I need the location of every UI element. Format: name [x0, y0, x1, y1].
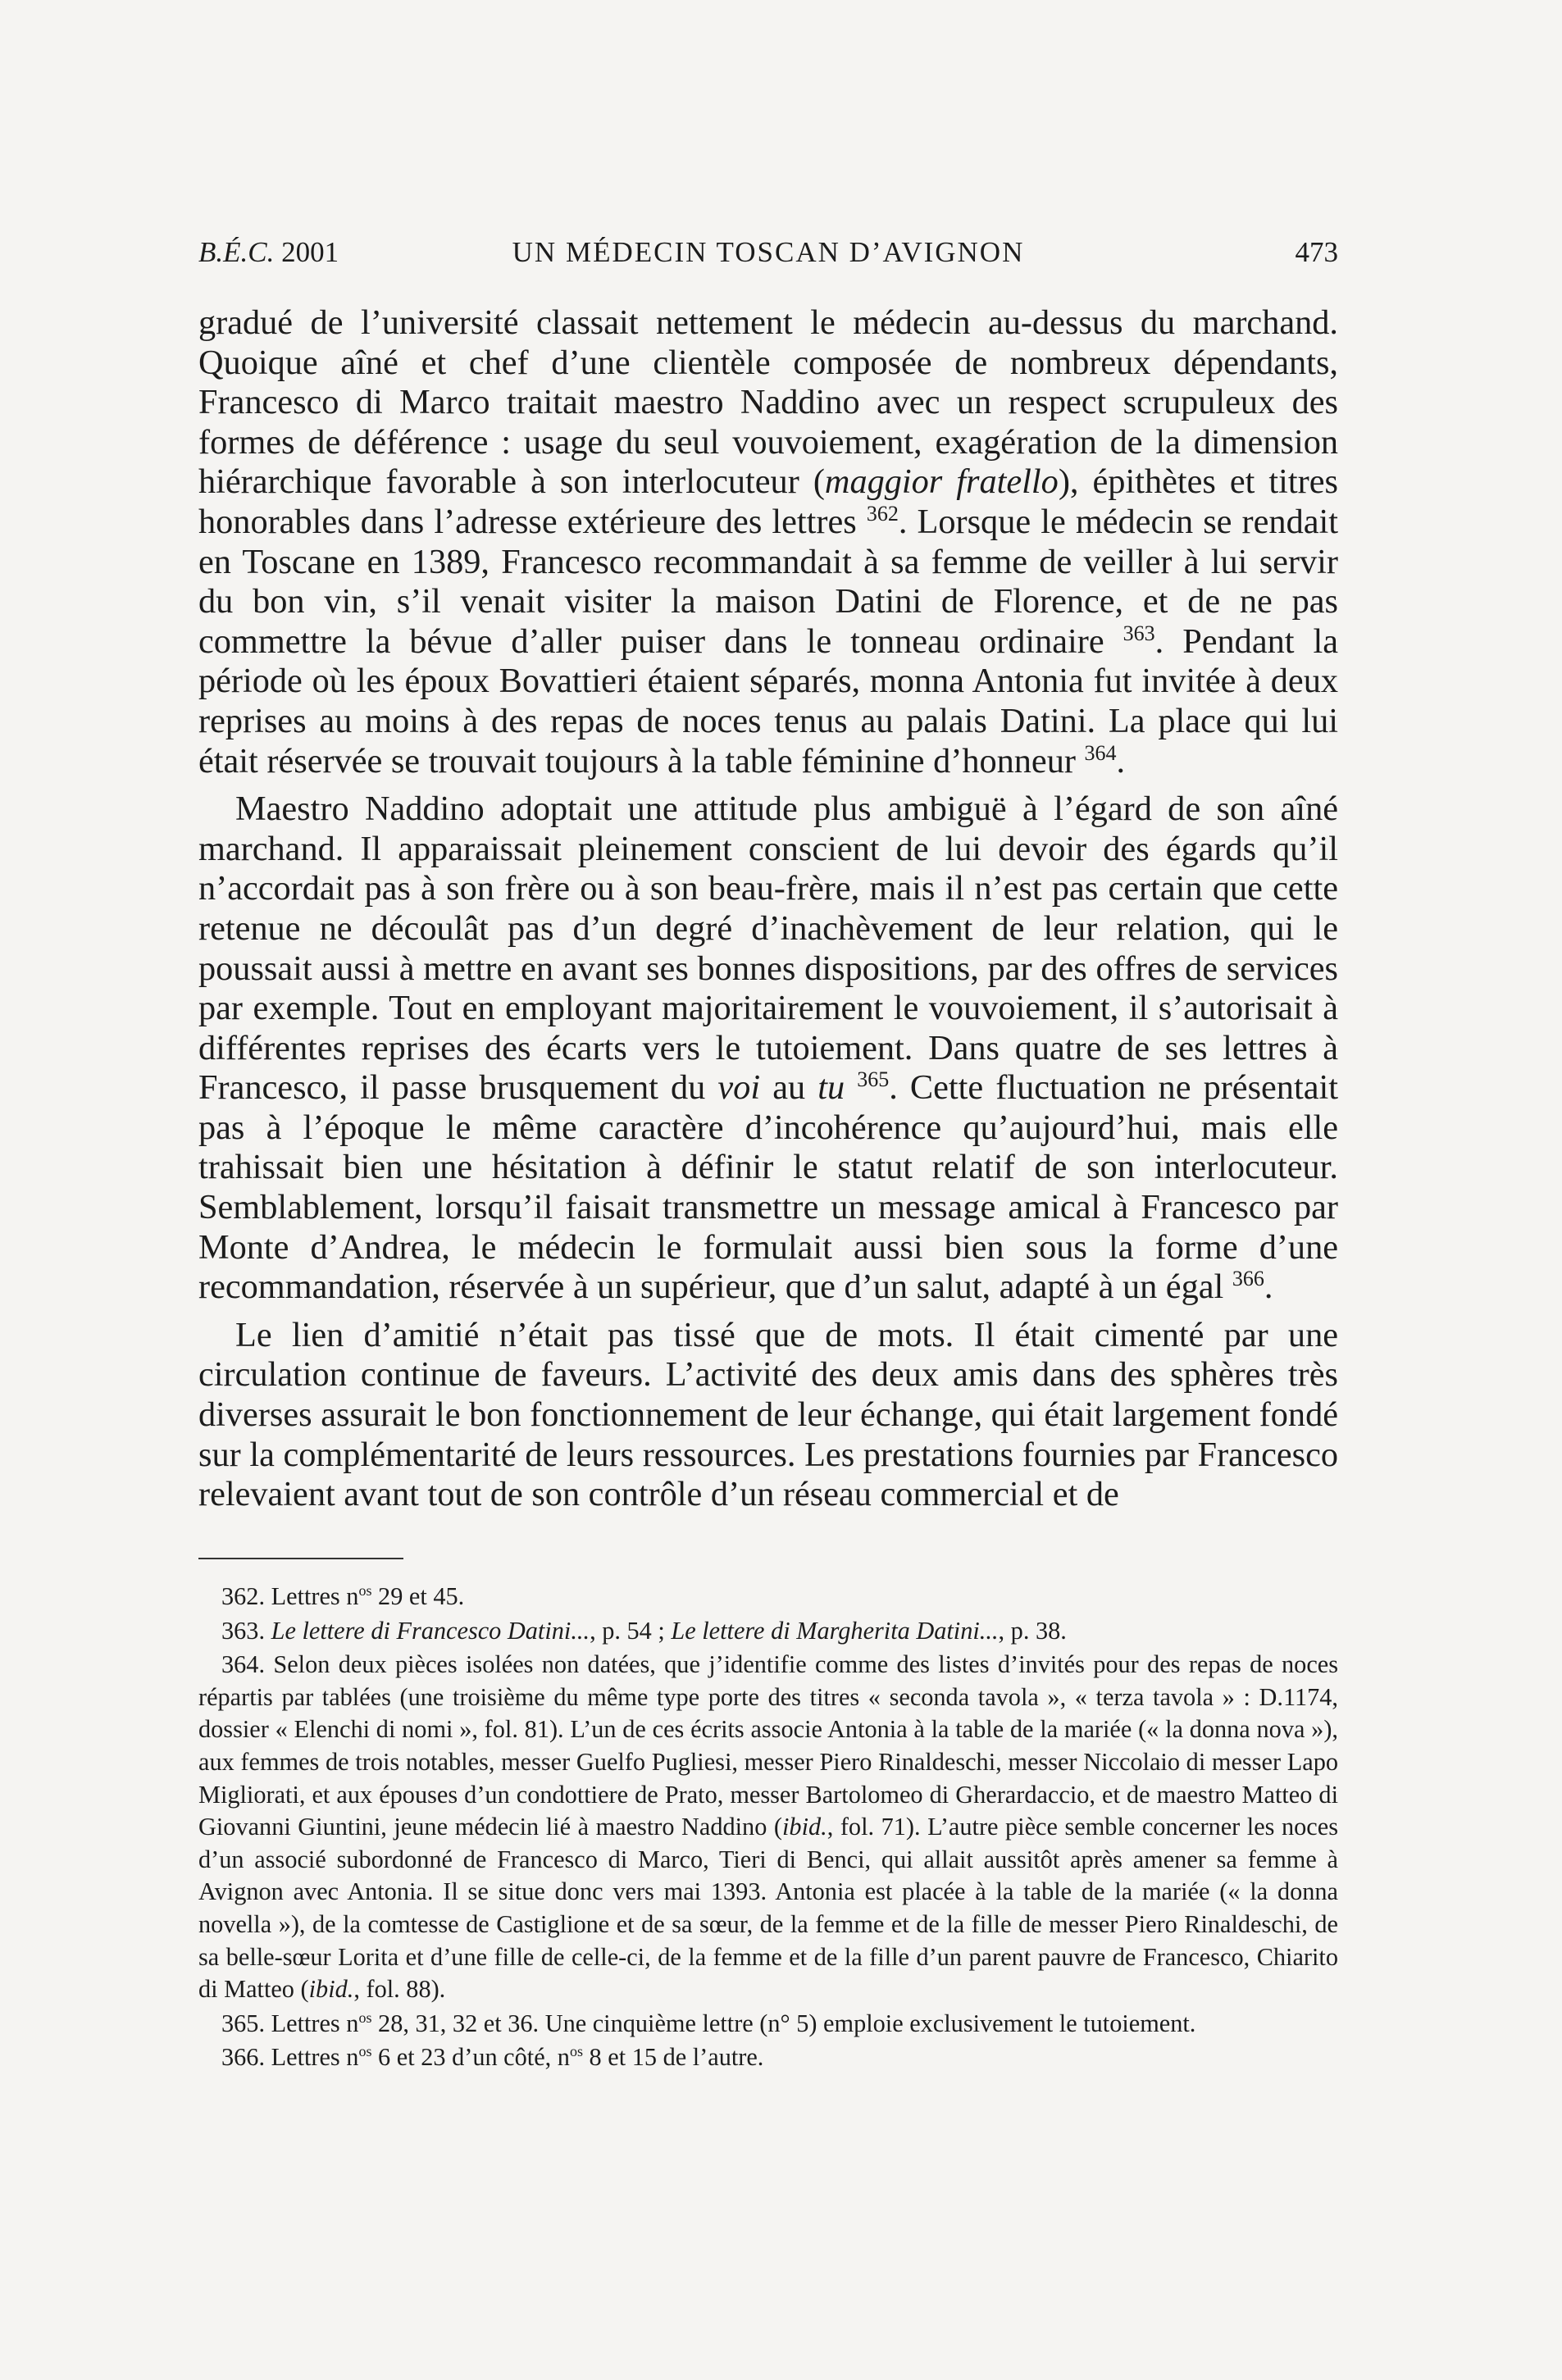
text-run: 28, 31, 32 et 36. Une cinquième lettre (n° 5) emploie exclusivement le tutoiement.: [371, 2009, 1196, 2037]
text-run: . Pendant la période où les époux Bovattieri étaient séparés, monna Antonia fut invitée à deux reprises au moins à des repas de noces tenus au palais Datini. La place qui lui était réservée se trouvait toujours à la table féminine d’honneur: [198, 621, 1339, 780]
italic-run: ibid.: [308, 1975, 354, 2004]
footnote-number: 364.: [221, 1650, 266, 1679]
footnote-number: 363.: [221, 1616, 266, 1645]
text-run: . Lorsque le médecin se rendait en Toscane en 1389, Francesco recommandait à sa femme de veiller à lui servir du bon vin, s’il venait visiter la maison Datini de Florence, et de ne pas commettre la bévue d’aller puiser dans le tonneau ordinaire: [198, 502, 1338, 661]
text-run: ), épithètes et titres honorables dans l’adresse extérieure des lettres: [198, 462, 1339, 541]
footnote-364: [198, 1649, 1338, 2006]
text-run: Lettres n: [271, 1582, 359, 1610]
footnote-365: [198, 2008, 1338, 2041]
paragraph-2: [198, 790, 1338, 1308]
footnote-number: 362.: [221, 1582, 266, 1610]
text-run: , fol. 88).: [353, 1975, 446, 2004]
text-run: , p. 54 ;: [590, 1616, 672, 1645]
running-header: [198, 236, 1338, 277]
superscript: os: [358, 2009, 372, 2026]
page-number: 473: [1295, 236, 1338, 268]
footnote-366: [198, 2041, 1338, 2074]
footnotes: [198, 1581, 1338, 2076]
footnote-362: [198, 1581, 1338, 1613]
text-run: Lettres n: [271, 2043, 359, 2072]
text-run: .: [1264, 1267, 1273, 1307]
superscript: os: [358, 2043, 372, 2060]
text-run: , p. 38.: [998, 1616, 1067, 1645]
text-run: . Cette fluctuation ne présentait pas à l’époque le même caractère d’incohérence qu’aujourd’hui, mais elle trahissait bien une hésitation à définir le statut relatif de son interlocuteur. Semblablement, lorsqu’il faisait transmettre un message amical à Francesco par Monte d’Andrea, le médecin le formulait aussi bien sous la forme d’une recommandation, réservée à un supérieur, que d’un salut, adapté à un égal: [198, 1068, 1338, 1307]
paragraph-1: [198, 303, 1338, 781]
text-run: Selon deux pièces isolées non datées, que j’identifie comme des listes d’invités pour des repas de noces répartis par tablées (une troisième du même type porte des titres « seconda tavola », « terza tavola » : D.1174, dossier « Elenchi di nomi », fol. 81). L’un de ces écrits associe Antonia à la table de la mariée (« la donna nova »), aux femmes de trois notables, messer Guelfo Pugliesi, messer Piero Rinaldeschi, messer Niccolaio di messer Lapo Migliorati, et aux épouses d’un condottiere de Prato, messer Bartolomeo di Gherardaccio, et de maestro Matteo di Giovanni Giuntini, jeune médecin lié à maestro Naddino (: [198, 1650, 1339, 1841]
text-run: , fol. 71). L’autre pièce semble concerner les noces d’un associé subordonné de Francesco di Marco, Tieri di Benci, qui allait aussitôt après amener sa femme à Avignon avec Antonia. Il se situe donc vers mai 1393. Antonia est placée à la table de la mariée (« la donna novella »), de la comtesse de Castiglione et de sa sœur, de la femme et de la fille de messer Piero Rinaldeschi, de sa belle-sœur Lorita et d’une fille de celle-ci, de la femme et de la fille d’un parent pauvre de Francesco, Chiarito di Matteo (: [198, 1813, 1338, 2004]
footnote-ref[interactable]: 364: [1084, 740, 1117, 765]
footnote-number: 366.: [221, 2043, 266, 2072]
italic-run: maggior fratello: [824, 462, 1059, 502]
text-run: gradué de l’université classait nettement le médecin au-dessus du marchand. Quoique aîné et chef d’une clientèle composée de nombreux dépendants, Francesco di Marco traitait maestro Naddino avec un respect scrupuleux des formes de déférence : usage du seul vouvoiement, exagération de la dimension hiérarchique favorable à son interlocuteur (: [198, 303, 1338, 502]
footnote-ref[interactable]: 366: [1232, 1267, 1264, 1291]
text-run: 8 et 15 de l’autre.: [582, 2043, 764, 2072]
italic-run: Le lettere di Margherita Datini...: [671, 1616, 999, 1645]
text-run: Lettres n: [271, 2009, 359, 2037]
italic-run: Le lettere di Francesco Datini...: [271, 1616, 590, 1645]
footnote-363: [198, 1615, 1338, 1648]
text-run: .: [1116, 741, 1126, 780]
running-title: UN MÉDECIN TOSCAN D’AVIGNON: [512, 236, 1025, 268]
text-run: 6 et 23 d’un côté, n: [371, 2043, 570, 2072]
text-run: au: [760, 1068, 818, 1108]
text-run: Maestro Naddino adoptait une attitude plus ambiguë à l’égard de son aîné marchand. Il apparaissait pleinement conscient de lui devoir des égards qu’il n’accordait pas à son frère ou à son beau-frère, mais il n’est pas certain que cette retenue ne découlât pas d’un degré d’inachèvement de leur relation, qui le poussait aussi à mettre en avant ses bonnes dispositions, par des offres de services par exemple. Tout en employant majoritairement le vouvoiement, il s’autorisait à différentes reprises des écarts vers le tutoiement. Dans quatre de ses lettres à Francesco, il passe brusquement du: [198, 790, 1338, 1108]
footnote-number: 365.: [221, 2009, 266, 2037]
italic-run: tu: [817, 1068, 845, 1108]
footnote-ref[interactable]: 363: [1123, 621, 1155, 645]
italic-run: voi: [717, 1068, 761, 1108]
main-text: [198, 303, 1338, 1523]
footnote-separator: [198, 1558, 403, 1559]
journal-abbrev: B.É.C.: [198, 236, 275, 268]
italic-run: ibid.: [782, 1813, 827, 1841]
superscript: os: [569, 2043, 583, 2060]
paragraph-3: Le lien d’amitié n’était pas tissé que de mots. Il était cimenté par une circulation continue de faveurs. L’activité des deux amis dans des sphères très diverses assurait le bon fonctionnement de leur échange, qui était largement fondé sur la complémentarité de leurs ressources. Les prestations fournies par Francesco relevaient avant tout de son contrôle d’un réseau commercial et de: [198, 1315, 1338, 1514]
footnote-ref[interactable]: 362: [866, 501, 899, 526]
text-run: 29 et 45.: [371, 1582, 465, 1610]
footnote-ref[interactable]: 365: [857, 1067, 890, 1092]
journal-year: 2001: [281, 236, 339, 268]
superscript: os: [358, 1581, 372, 1599]
